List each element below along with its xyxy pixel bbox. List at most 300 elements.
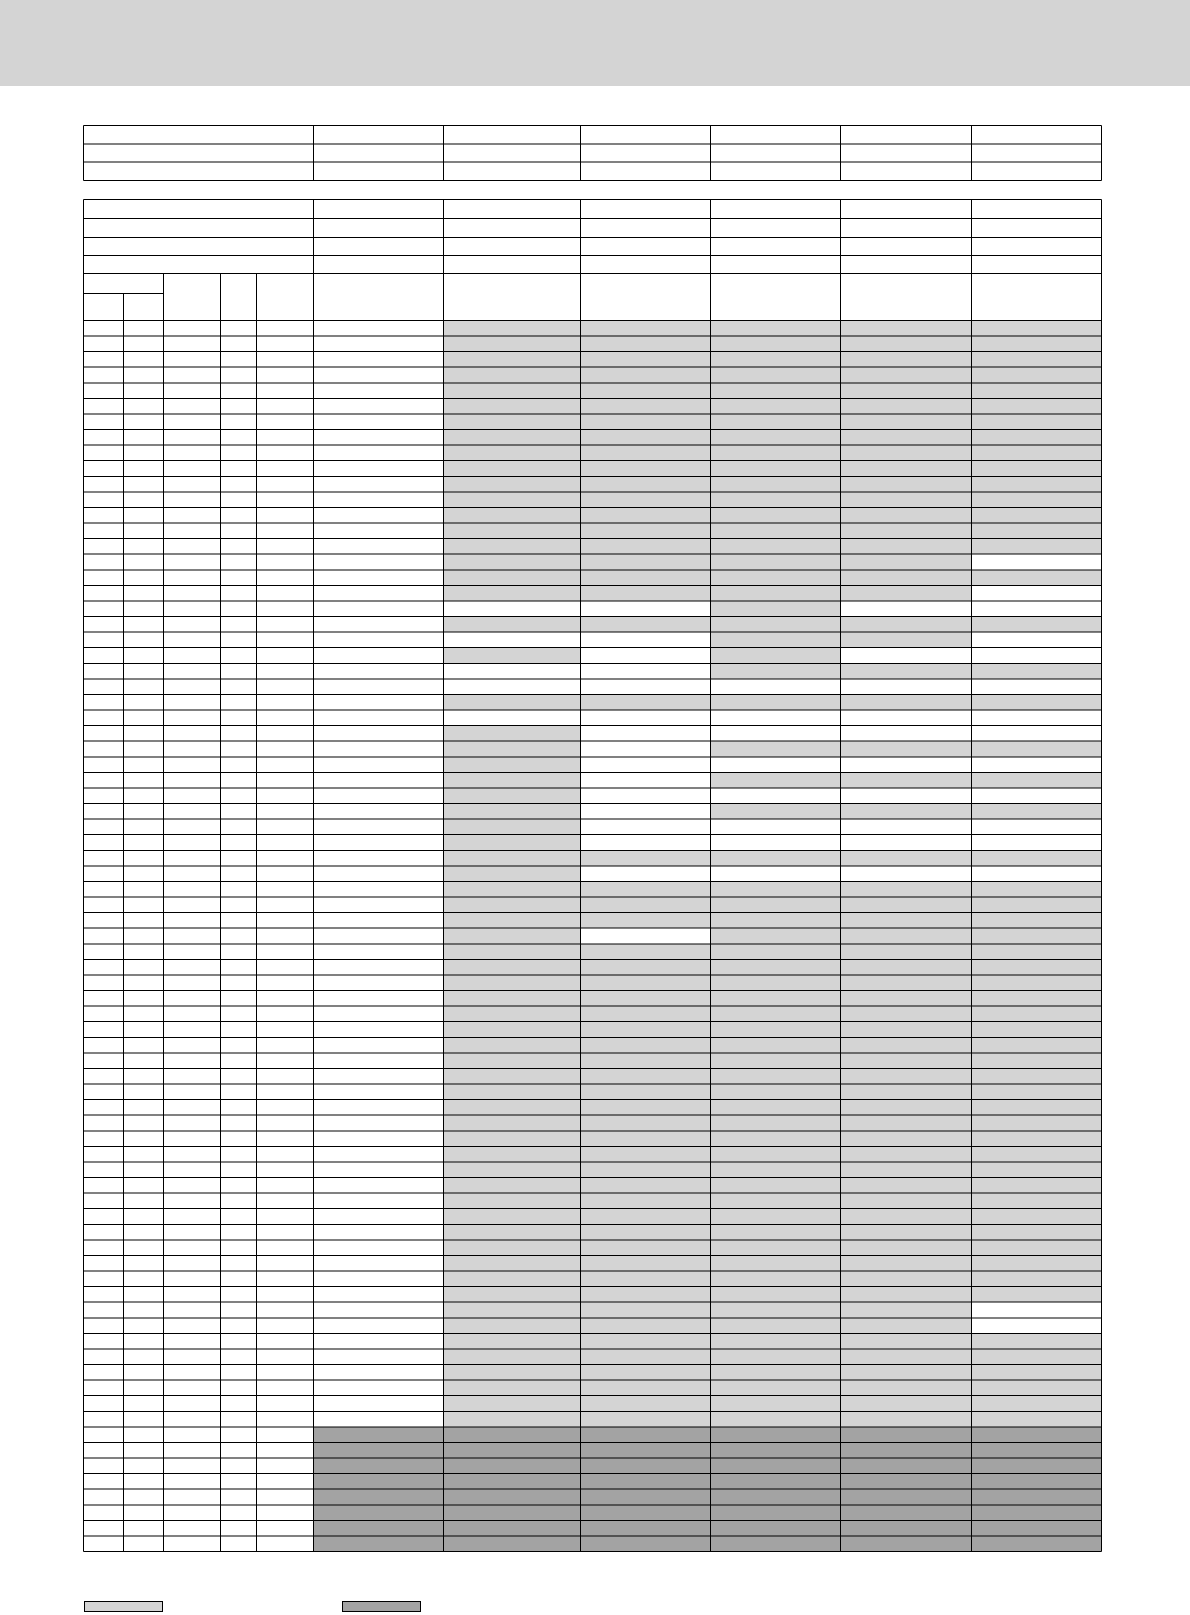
shaded-cell bbox=[444, 1209, 581, 1225]
shaded-cell bbox=[314, 1474, 444, 1490]
shaded-cell bbox=[711, 1489, 841, 1505]
shaded-cell bbox=[841, 430, 972, 446]
shaded-cell bbox=[972, 1115, 1102, 1131]
shaded-cell bbox=[841, 507, 972, 523]
shaded-cell bbox=[444, 1178, 581, 1194]
shaded-cell bbox=[581, 507, 711, 523]
shaded-cell bbox=[972, 741, 1102, 757]
shaded-cell bbox=[711, 1427, 841, 1443]
shaded-cell bbox=[972, 1287, 1102, 1303]
shaded-cell bbox=[841, 585, 972, 601]
shaded-cell bbox=[581, 1022, 711, 1038]
shaded-cell bbox=[581, 1349, 711, 1365]
shaded-cell bbox=[711, 1131, 841, 1147]
shaded-cell bbox=[711, 430, 841, 446]
shaded-cell bbox=[444, 1474, 581, 1490]
shaded-cell bbox=[444, 1349, 581, 1365]
shaded-cell bbox=[581, 1380, 711, 1396]
shaded-cell bbox=[581, 1068, 711, 1084]
shaded-cell bbox=[581, 881, 711, 897]
shaded-cell bbox=[972, 507, 1102, 523]
shaded-cell bbox=[711, 1022, 841, 1038]
shaded-cell bbox=[972, 1489, 1102, 1505]
shaded-cell bbox=[444, 1100, 581, 1116]
shaded-cell bbox=[841, 632, 972, 648]
shaded-cell bbox=[841, 336, 972, 352]
shaded-cell bbox=[581, 1458, 711, 1474]
shaded-cell bbox=[711, 352, 841, 368]
shaded-cell bbox=[444, 1006, 581, 1022]
shaded-cell bbox=[711, 1068, 841, 1084]
shaded-cell bbox=[841, 694, 972, 710]
shaded-cell bbox=[711, 1006, 841, 1022]
shaded-cell bbox=[711, 367, 841, 383]
shaded-cell bbox=[711, 1396, 841, 1412]
shaded-cell bbox=[972, 881, 1102, 897]
shaded-cell bbox=[841, 1146, 972, 1162]
shaded-cell bbox=[841, 414, 972, 430]
shaded-cell bbox=[711, 1100, 841, 1116]
shaded-cell bbox=[711, 1365, 841, 1381]
shaded-cell bbox=[841, 398, 972, 414]
shaded-cell bbox=[972, 1349, 1102, 1365]
shaded-cell bbox=[841, 1474, 972, 1490]
shaded-cell bbox=[711, 804, 841, 820]
shaded-cell bbox=[444, 835, 581, 851]
shaded-cell bbox=[841, 1489, 972, 1505]
shaded-cell bbox=[972, 1505, 1102, 1521]
shaded-cell bbox=[444, 367, 581, 383]
shaded-cell bbox=[972, 352, 1102, 368]
shaded-cell bbox=[444, 1037, 581, 1053]
shaded-cell bbox=[972, 570, 1102, 586]
shaded-cell bbox=[444, 523, 581, 539]
shaded-cell bbox=[841, 1006, 972, 1022]
shaded-cell bbox=[581, 1442, 711, 1458]
shaded-cell bbox=[711, 523, 841, 539]
shaded-cell bbox=[841, 1255, 972, 1271]
shaded-cell bbox=[581, 1271, 711, 1287]
shaded-cell bbox=[841, 1240, 972, 1256]
shaded-cell bbox=[972, 913, 1102, 929]
shaded-cell bbox=[711, 1271, 841, 1287]
shaded-cell bbox=[841, 1271, 972, 1287]
shaded-cell bbox=[581, 1427, 711, 1443]
shaded-cell bbox=[711, 913, 841, 929]
shaded-cell bbox=[581, 1209, 711, 1225]
shaded-cell bbox=[711, 1442, 841, 1458]
shaded-cell bbox=[581, 944, 711, 960]
shaded-cell bbox=[972, 523, 1102, 539]
shaded-cell bbox=[841, 991, 972, 1007]
shaded-cell bbox=[444, 1053, 581, 1069]
shaded-cell bbox=[444, 881, 581, 897]
shaded-cell bbox=[444, 928, 581, 944]
shaded-cell bbox=[711, 1037, 841, 1053]
shaded-cell bbox=[972, 398, 1102, 414]
shaded-cell bbox=[841, 913, 972, 929]
shaded-cell bbox=[972, 1037, 1102, 1053]
shaded-cell bbox=[711, 1224, 841, 1240]
shaded-cell bbox=[444, 694, 581, 710]
shaded-cell bbox=[972, 1536, 1102, 1552]
shaded-cell bbox=[841, 554, 972, 570]
shaded-cell bbox=[841, 1100, 972, 1116]
shaded-cell bbox=[841, 1084, 972, 1100]
shaded-cell bbox=[972, 1333, 1102, 1349]
shaded-cell bbox=[581, 1474, 711, 1490]
shaded-cell bbox=[581, 1333, 711, 1349]
shaded-cell bbox=[581, 554, 711, 570]
shaded-cell bbox=[444, 850, 581, 866]
shaded-cell bbox=[972, 383, 1102, 399]
shaded-cell bbox=[711, 944, 841, 960]
shaded-cell bbox=[444, 1318, 581, 1334]
shaded-cell bbox=[444, 1380, 581, 1396]
shaded-cell bbox=[444, 1536, 581, 1552]
shaded-cell bbox=[314, 1458, 444, 1474]
shaded-cell bbox=[314, 1442, 444, 1458]
shaded-cell bbox=[841, 663, 972, 679]
shaded-cell bbox=[972, 897, 1102, 913]
shaded-cell bbox=[972, 321, 1102, 337]
shaded-cell bbox=[444, 741, 581, 757]
shaded-cell bbox=[841, 1209, 972, 1225]
shaded-cell bbox=[581, 1193, 711, 1209]
shaded-cell bbox=[841, 741, 972, 757]
shaded-cell bbox=[972, 772, 1102, 788]
shaded-cell bbox=[444, 1115, 581, 1131]
shaded-cell bbox=[711, 1380, 841, 1396]
shaded-cell bbox=[972, 476, 1102, 492]
shaded-cell bbox=[841, 492, 972, 508]
shaded-cell bbox=[581, 539, 711, 555]
shaded-cell bbox=[841, 523, 972, 539]
shaded-cell bbox=[711, 741, 841, 757]
shaded-cell bbox=[972, 1271, 1102, 1287]
shaded-cell bbox=[711, 461, 841, 477]
shaded-cell bbox=[444, 788, 581, 804]
shaded-cell bbox=[444, 1271, 581, 1287]
shaded-cell bbox=[972, 1053, 1102, 1069]
shaded-cell bbox=[444, 1411, 581, 1427]
shaded-cell bbox=[841, 1193, 972, 1209]
shaded-cell bbox=[444, 1427, 581, 1443]
shaded-cell bbox=[841, 1458, 972, 1474]
shaded-cell bbox=[581, 352, 711, 368]
shaded-cell bbox=[444, 1146, 581, 1162]
shaded-cell bbox=[841, 881, 972, 897]
shaded-cell bbox=[711, 476, 841, 492]
shaded-cell bbox=[972, 1240, 1102, 1256]
shaded-cell bbox=[711, 445, 841, 461]
shaded-cell bbox=[581, 1505, 711, 1521]
shaded-cell bbox=[711, 492, 841, 508]
shaded-cell bbox=[444, 539, 581, 555]
shaded-cell bbox=[972, 928, 1102, 944]
shaded-cell bbox=[841, 1365, 972, 1381]
shaded-cell bbox=[972, 1458, 1102, 1474]
shaded-cell bbox=[444, 461, 581, 477]
shaded-cell bbox=[444, 1162, 581, 1178]
shaded-cell bbox=[444, 1489, 581, 1505]
shaded-cell bbox=[444, 1131, 581, 1147]
shaded-cell bbox=[444, 507, 581, 523]
shaded-cell bbox=[711, 959, 841, 975]
shaded-cell bbox=[581, 1318, 711, 1334]
shaded-cell bbox=[972, 1396, 1102, 1412]
shaded-cell bbox=[841, 944, 972, 960]
shaded-cell bbox=[581, 1178, 711, 1194]
shaded-cell bbox=[711, 1193, 841, 1209]
shaded-cell bbox=[444, 757, 581, 773]
shaded-cell bbox=[711, 398, 841, 414]
shaded-cell bbox=[581, 336, 711, 352]
shaded-cell bbox=[711, 601, 841, 617]
shaded-cell bbox=[581, 1224, 711, 1240]
shaded-cell bbox=[841, 367, 972, 383]
shaded-cell bbox=[444, 1255, 581, 1271]
shaded-cell bbox=[972, 1146, 1102, 1162]
shaded-cell bbox=[972, 959, 1102, 975]
shaded-cell bbox=[711, 1520, 841, 1536]
shaded-cell bbox=[972, 445, 1102, 461]
shaded-cell bbox=[711, 414, 841, 430]
shaded-cell bbox=[444, 1224, 581, 1240]
shaded-cell bbox=[972, 975, 1102, 991]
shaded-cell bbox=[972, 430, 1102, 446]
shaded-cell bbox=[841, 1053, 972, 1069]
shaded-cell bbox=[581, 975, 711, 991]
shaded-cell bbox=[972, 850, 1102, 866]
shaded-cell bbox=[841, 850, 972, 866]
shaded-cell bbox=[972, 663, 1102, 679]
shaded-cell bbox=[581, 1520, 711, 1536]
shaded-cell bbox=[581, 414, 711, 430]
shaded-cell bbox=[581, 367, 711, 383]
shaded-cell bbox=[444, 991, 581, 1007]
shaded-cell bbox=[444, 1287, 581, 1303]
shaded-cell bbox=[444, 804, 581, 820]
shaded-cell bbox=[841, 461, 972, 477]
shaded-cell bbox=[841, 1178, 972, 1194]
shaded-cell bbox=[711, 897, 841, 913]
shaded-cell bbox=[711, 1178, 841, 1194]
shaded-cell bbox=[841, 928, 972, 944]
shaded-cell bbox=[581, 1240, 711, 1256]
shaded-cell bbox=[711, 881, 841, 897]
shaded-cell bbox=[581, 1006, 711, 1022]
shaded-cell bbox=[711, 975, 841, 991]
shaded-cell bbox=[841, 539, 972, 555]
shaded-cell bbox=[444, 398, 581, 414]
shaded-cell bbox=[972, 461, 1102, 477]
shaded-cell bbox=[711, 663, 841, 679]
shaded-cell bbox=[444, 1022, 581, 1038]
shaded-cell bbox=[972, 694, 1102, 710]
shaded-cell bbox=[841, 1037, 972, 1053]
shaded-cell bbox=[711, 1536, 841, 1552]
shaded-cell bbox=[711, 1318, 841, 1334]
shaded-cell bbox=[841, 1333, 972, 1349]
shaded-cell bbox=[841, 1287, 972, 1303]
shaded-cell bbox=[711, 694, 841, 710]
shaded-cell bbox=[711, 1411, 841, 1427]
shaded-cell bbox=[841, 383, 972, 399]
shaded-cell bbox=[972, 991, 1102, 1007]
shaded-cell bbox=[972, 1131, 1102, 1147]
shaded-cell bbox=[444, 975, 581, 991]
shaded-cell bbox=[711, 539, 841, 555]
shaded-cell bbox=[841, 1380, 972, 1396]
shaded-cell bbox=[972, 1006, 1102, 1022]
shaded-cell bbox=[972, 336, 1102, 352]
shaded-cell bbox=[841, 1022, 972, 1038]
shaded-cell bbox=[711, 1349, 841, 1365]
shaded-cell bbox=[581, 1100, 711, 1116]
shaded-cell bbox=[972, 1068, 1102, 1084]
shaded-cell bbox=[972, 617, 1102, 633]
shaded-cell bbox=[444, 866, 581, 882]
shaded-cell bbox=[711, 1115, 841, 1131]
shaded-cell bbox=[711, 1084, 841, 1100]
shaded-cell bbox=[972, 367, 1102, 383]
shaded-cell bbox=[972, 414, 1102, 430]
shaded-cell bbox=[841, 1318, 972, 1334]
shaded-cell bbox=[444, 1442, 581, 1458]
shaded-cell bbox=[711, 1209, 841, 1225]
shaded-cell bbox=[972, 1474, 1102, 1490]
shaded-cell bbox=[444, 414, 581, 430]
shaded-cell bbox=[972, 1442, 1102, 1458]
shaded-cell bbox=[972, 1022, 1102, 1038]
shaded-cell bbox=[841, 804, 972, 820]
shaded-cell bbox=[444, 1396, 581, 1412]
shaded-cell bbox=[581, 430, 711, 446]
shaded-cell bbox=[972, 1380, 1102, 1396]
shaded-cell bbox=[444, 944, 581, 960]
shaded-cell bbox=[711, 991, 841, 1007]
shaded-cell bbox=[581, 959, 711, 975]
legend-light-swatch bbox=[84, 1601, 163, 1612]
shaded-cell bbox=[972, 1100, 1102, 1116]
shaded-cell bbox=[581, 1489, 711, 1505]
shaded-cell bbox=[444, 570, 581, 586]
shaded-cell bbox=[841, 1349, 972, 1365]
shaded-cell bbox=[841, 1505, 972, 1521]
shaded-cell bbox=[972, 1520, 1102, 1536]
shaded-cell bbox=[711, 1302, 841, 1318]
shaded-cell bbox=[711, 383, 841, 399]
shaded-cell bbox=[711, 554, 841, 570]
shaded-cell bbox=[581, 1396, 711, 1412]
shaded-cell bbox=[581, 913, 711, 929]
shaded-cell bbox=[711, 1053, 841, 1069]
shaded-cell bbox=[581, 1302, 711, 1318]
shaded-cell bbox=[444, 959, 581, 975]
shaded-cell bbox=[581, 617, 711, 633]
shaded-cell bbox=[581, 570, 711, 586]
shaded-cell bbox=[444, 1240, 581, 1256]
shaded-cell bbox=[711, 648, 841, 664]
shaded-cell bbox=[444, 726, 581, 742]
shaded-cell bbox=[444, 1193, 581, 1209]
shaded-cell bbox=[972, 1365, 1102, 1381]
shaded-cell bbox=[444, 321, 581, 337]
shaded-cell bbox=[841, 975, 972, 991]
shaded-cell bbox=[444, 1084, 581, 1100]
shaded-cell bbox=[444, 430, 581, 446]
shaded-cell bbox=[972, 1193, 1102, 1209]
shaded-cell bbox=[581, 1053, 711, 1069]
shaded-cell bbox=[841, 1442, 972, 1458]
shaded-cell bbox=[711, 928, 841, 944]
shaded-cell bbox=[841, 1115, 972, 1131]
shaded-cell bbox=[972, 1209, 1102, 1225]
shaded-cell bbox=[444, 1333, 581, 1349]
shaded-cell bbox=[841, 352, 972, 368]
shaded-cell bbox=[444, 492, 581, 508]
shaded-cell bbox=[972, 804, 1102, 820]
shaded-cell bbox=[444, 352, 581, 368]
shaded-cell bbox=[841, 897, 972, 913]
shaded-cell bbox=[711, 632, 841, 648]
shaded-cell bbox=[972, 1162, 1102, 1178]
shaded-cell bbox=[841, 1427, 972, 1443]
shaded-cell bbox=[581, 694, 711, 710]
shaded-cell bbox=[972, 1427, 1102, 1443]
shaded-cell bbox=[444, 1302, 581, 1318]
shaded-cell bbox=[972, 1178, 1102, 1194]
shaded-cell bbox=[581, 991, 711, 1007]
shaded-cell bbox=[841, 1411, 972, 1427]
shaded-cell bbox=[972, 539, 1102, 555]
shaded-cell bbox=[314, 1536, 444, 1552]
shaded-cell bbox=[711, 1255, 841, 1271]
shaded-cell bbox=[841, 617, 972, 633]
shaded-cell bbox=[314, 1427, 444, 1443]
shaded-cell bbox=[581, 1536, 711, 1552]
shaded-cell bbox=[841, 476, 972, 492]
shaded-cell bbox=[581, 1255, 711, 1271]
shaded-cell bbox=[581, 585, 711, 601]
shaded-cell bbox=[581, 1146, 711, 1162]
shaded-cell bbox=[972, 492, 1102, 508]
legend-dark-swatch bbox=[342, 1601, 421, 1612]
shaded-cell bbox=[444, 336, 581, 352]
shaded-cell bbox=[581, 1365, 711, 1381]
shaded-cell bbox=[444, 772, 581, 788]
shaded-cell bbox=[841, 1536, 972, 1552]
shaded-cell bbox=[841, 959, 972, 975]
shaded-cell bbox=[581, 383, 711, 399]
shaded-cell bbox=[581, 1115, 711, 1131]
shaded-cell bbox=[841, 321, 972, 337]
shaded-cell bbox=[581, 445, 711, 461]
shaded-cell bbox=[581, 1037, 711, 1053]
shaded-cell bbox=[711, 336, 841, 352]
shaded-cell bbox=[444, 1365, 581, 1381]
shaded-cell bbox=[444, 585, 581, 601]
shaded-cell bbox=[314, 1505, 444, 1521]
shaded-cell bbox=[711, 1458, 841, 1474]
shaded-cell bbox=[581, 1162, 711, 1178]
shaded-cell bbox=[444, 648, 581, 664]
shaded-cell bbox=[581, 461, 711, 477]
shaded-cell bbox=[581, 1287, 711, 1303]
shaded-cell bbox=[581, 1411, 711, 1427]
shaded-cell bbox=[711, 1505, 841, 1521]
